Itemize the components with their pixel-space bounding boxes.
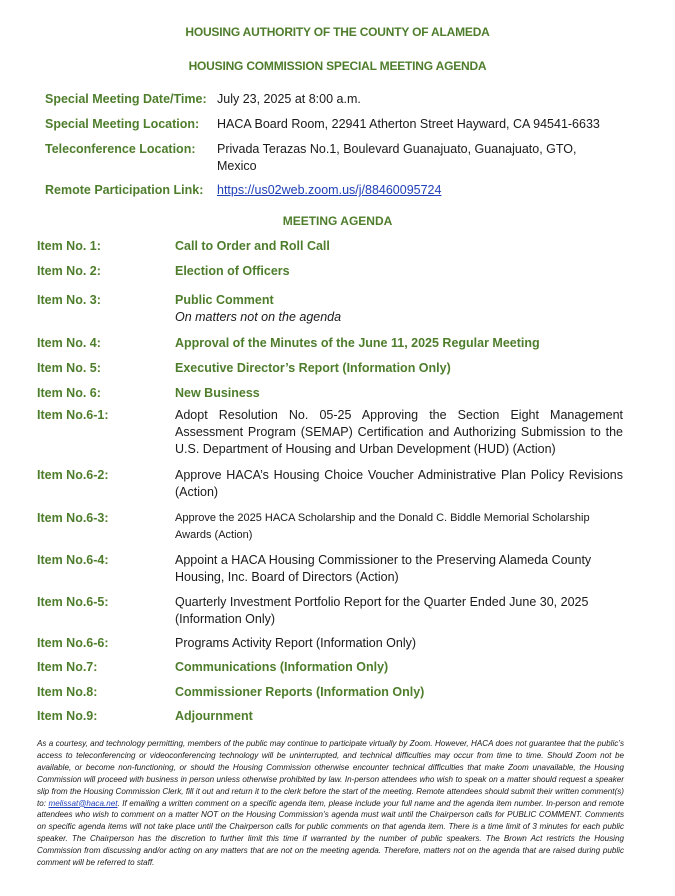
zoom-meeting-link[interactable]: https://us02web.zoom.us/j/88460095724: [217, 183, 442, 197]
agenda-item-title: Approve HACA’s Housing Choice Voucher Administrative Plan Policy Revisions (Action): [175, 468, 623, 499]
agenda-item-title: New Business: [175, 386, 260, 400]
agenda-item-title: Quarterly Investment Portfolio Report for the Quarter Ended June 30, 2025 (Information Only): [175, 595, 589, 626]
agenda-item-title: Approval of the Minutes of the June 11, 2025 Regular Meeting: [175, 336, 540, 350]
agenda-item-number: Item No. 1:: [37, 239, 101, 253]
agenda-item-number: Item No.6-6:: [37, 636, 109, 650]
notice-text-part-1: As a courtesy, and technology permitting, members of the public may continue to participate virtually by Zoom. However, HACA does not guarantee that the public’s access to teleconferencing or videoconferencing technology will be uninterrupted, and technical difficulties may occur from time to time. Should Zoom not be available, or become non-functioning, or should the Housing Commission otherwise encounter technical difficulties that make Zoom unavailable, the Housing Commission will proceed with business in person unless otherwise prohibited by law. In-person attendees who wish to speak on a matter should request a speaker slip from the Housing Commission Clerk, fill it out and return it to the clerk before the start of the meeting. Remote attendees should submit their written comment(s) to:: [37, 739, 624, 808]
agenda-item-title: Adjournment: [175, 709, 253, 723]
meeting-location-value: HACA Board Room, 22941 Atherton Street Hayward, CA 94541-6633: [217, 117, 600, 131]
agenda-item-number: Item No.8:: [37, 685, 98, 699]
meeting-date-value: July 23, 2025 at 8:00 a.m.: [217, 92, 361, 106]
agenda-item-number: Item No.6-1:: [37, 408, 109, 422]
agenda-item-number: Item No.6-5:: [37, 595, 109, 609]
agenda-item-number: Item No.7:: [37, 660, 98, 674]
agenda-item-title: Executive Director’s Report (Information Only): [175, 361, 451, 375]
agenda-item-number: Item No. 5:: [37, 361, 101, 375]
agenda-item-title: Appoint a HACA Housing Commissioner to the Preserving Alameda County Housing, Inc. Board of Directors (Action): [175, 553, 592, 584]
agenda-item-number: Item No. 2:: [37, 264, 101, 278]
agenda-item-number: Item No.9:: [37, 709, 98, 723]
notice-text-part-2: . If emailing a written comment on a specific agenda item, please include your full name and the agenda item number. In-person and remote attendees who wish to comment on a matter NOT on the Housing Commission’s agenda must wait until the Chairperson calls for PUBLIC COMMENT. Comments on specific agenda items will not take place until the Chairperson calls for public comments on that agenda item. There is a time limit of 3 minutes for each public speaker. The Chairperson has the discretion to further limit this time if warranted by the number of public speakers. The Brown Act restricts the Housing Commission from discussing and/or acting on any matters that are not on the meeting agenda. Therefore, matters not on the agenda that are raised during public comment will be referred to staff.: [37, 798, 624, 868]
agenda-heading: MEETING AGENDA: [282, 214, 393, 228]
teleconference-value: Privada Terazas No.1, Boulevard Guanajuato, Guanajuato, GTO, Mexico: [217, 142, 577, 173]
agenda-item-number: Item No.6-2:: [37, 468, 109, 482]
agenda-item-number: Item No. 6:: [37, 386, 101, 400]
organization-title: HOUSING AUTHORITY OF THE COUNTY OF ALAMEDA: [185, 25, 490, 39]
agenda-item-title: Programs Activity Report (Information Only): [175, 636, 417, 650]
public-participation-notice: [37, 738, 624, 869]
agenda-item-title: Adopt Resolution No. 05-25 Approving the Section Eight Management Assessment Program (SEMAP) Certification and Authorizing Submission to the U.S. Department of Housing and Urban Development (HUD) (Action): [175, 408, 623, 456]
agenda-item-title: Commissioner Reports (Information Only): [175, 685, 425, 699]
agenda-item-subtitle: On matters not on the agenda: [175, 310, 342, 324]
agenda-item-title: Election of Officers: [175, 264, 290, 278]
agenda-item-title: Communications (Information Only): [175, 660, 389, 674]
teleconference-label: Teleconference Location:: [45, 142, 196, 156]
agenda-item-number: Item No.6-4:: [37, 553, 109, 567]
meeting-date-label: Special Meeting Date/Time:: [45, 92, 207, 106]
remote-link-label: Remote Participation Link:: [45, 183, 204, 197]
agenda-item-number: Item No. 3:: [37, 293, 101, 307]
agenda-item-number: Item No.6-3:: [37, 511, 109, 525]
clerk-email-link[interactable]: melissat@haca.net: [48, 798, 118, 808]
agenda-item-title: Call to Order and Roll Call: [175, 239, 330, 253]
agenda-item-number: Item No. 4:: [37, 336, 101, 350]
meeting-location-label: Special Meeting Location:: [45, 117, 200, 131]
document-title: HOUSING COMMISSION SPECIAL MEETING AGENDA: [188, 59, 487, 73]
agenda-item-title: Public Comment: [175, 293, 274, 307]
agenda-item-title: Approve the 2025 HACA Scholarship and the Donald C. Biddle Memorial Scholarship Awards (Action): [175, 512, 590, 541]
agenda-item-title-block: [175, 292, 623, 326]
